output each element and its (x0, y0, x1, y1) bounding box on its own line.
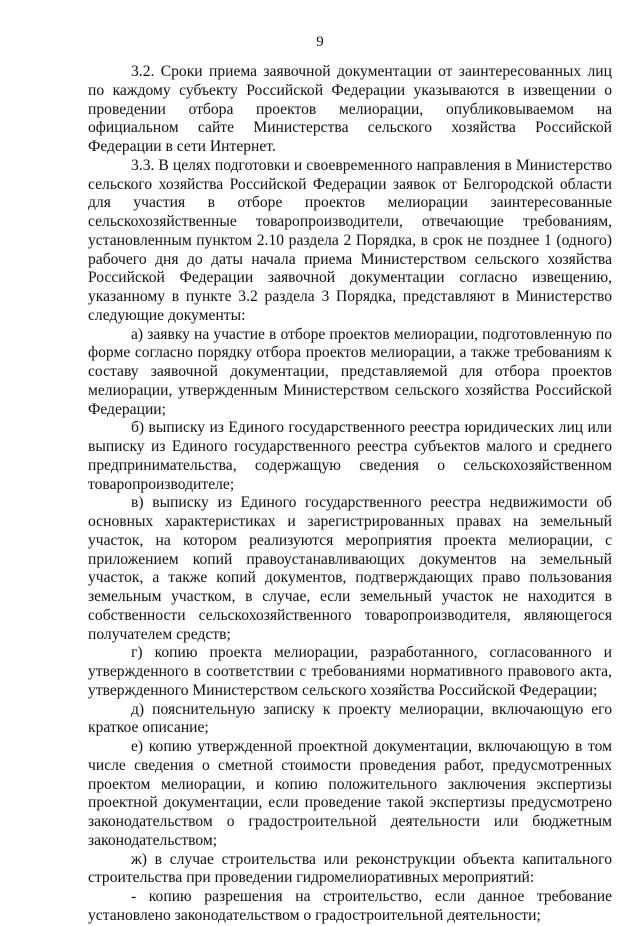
list-item-a: а) заявку на участие в отборе проектов мелиорации, подготовленную по форме согласно порядку отбора проектов мелиорации, а также требованиям к составу заявочной документации, представляемой для отбора проектов мелиорации, утвержденным Министерством сельского хозяйства Российской Федерации; (88, 325, 612, 418)
paragraph-3-3: 3.3. В целях подготовки и своевременного направления в Министерство сельского хозяйства Российской Федерации заявок от Белгородской области для участия в отборе проектов мелиорации заинтересованные сельскохозяйственные товаропроизводители, отвечающие требованиям, установленным пунктом 2.10 раздела 2 Порядка, в срок не позднее 1 (одного) рабочего дня до даты начала приема Министерством сельского хозяйства Российской Федерации заявочной документации согласно извещению, указанному в пункте 3.2 раздела 3 Порядка, представляют в Министерство следующие документы: (88, 156, 612, 324)
sub-item-permit: - копию разрешения на строительство, если данное требование установлено законодательством о градостроительной деятельности; (88, 888, 612, 924)
list-item-g: г) копию проекта мелиорации, разработанного, согласованного и утвержденного в соответствии с требованиями нормативного правового акта, утвержденного Министерством сельского хозяйства Российской Федерации; (88, 644, 612, 699)
paragraph-3-2: 3.2. Сроки приема заявочной документации от заинтересованных лиц по каждому субъекту Российской Федерации указываются в извещении о проведении отбора проектов мелиорации, опубликовываемом на официальном сайте Министерства сельского хозяйства Российской Федерации в сети Интернет. (88, 63, 612, 155)
list-item-b: б) выписку из Единого государственного реестра юридических лиц или выписку из Единого государственного реестра субъектов малого и среднего предпринимательства, содержащую сведения о сельскохозяйственном товаропроизводителе; (88, 419, 612, 493)
list-item-d: д) пояснительную записку к проекту мелиорации, включающую его краткое описание; (88, 700, 612, 737)
page-number: 9 (316, 34, 324, 50)
list-item-e: е) копию утвержденной проектной документации, включающую в том числе сведения о сметной стоимости проведения работ, предусмотренных проектом мелиорации, и копию положительного заключения экспертизы проектной документации, если проведение такой экспертизы предусмотрено законодательством о градостроительной деятельности или бюджетным законодательством; (88, 738, 612, 849)
list-item-v: в) выписку из Единого государственного реестра недвижимости об основных характеристиках и зарегистрированных правах на земельный участок, на котором реализуются мероприятия проекта мелиорации, с приложением копий правоустанавливающих документов на земельный участок, а также копий документов, подтверждающих право пользования земельным участком, в случае, если земельный участок не находится в собственности сельскохозяйственного товаропроизводителя, являющегося получателем средств; (88, 494, 612, 643)
list-item-zh: ж) в случае строительства или реконструкции объекта капитального строительства при проведении гидромелиоративных мероприятий: (88, 850, 612, 887)
document-body (88, 63, 612, 926)
